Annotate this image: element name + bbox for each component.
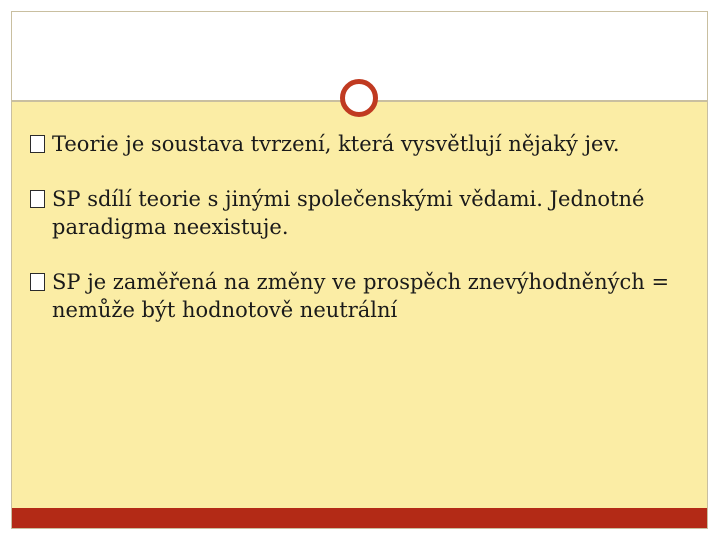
ring-ornament-icon: [340, 79, 378, 117]
bullet-item: [30, 268, 700, 324]
missing-glyph-box-icon: [30, 190, 45, 208]
bullet-text: SP je zaměřená na změny ve prospěch znevýhodněných = nemůže být hodnotově neutrální: [52, 270, 670, 322]
bullet-item: [30, 185, 700, 241]
bullet-item: [30, 130, 700, 158]
bullet-text: Teorie je soustava tvrzení, která vysvětlují nějaký jev.: [52, 132, 620, 156]
bullet-list: [30, 130, 700, 351]
bullet-text: SP sdílí teorie s jinými společenskými vědami. Jednotné paradigma neexistuje.: [52, 187, 645, 239]
missing-glyph-box-icon: [30, 273, 45, 291]
missing-glyph-box-icon: [30, 135, 45, 153]
